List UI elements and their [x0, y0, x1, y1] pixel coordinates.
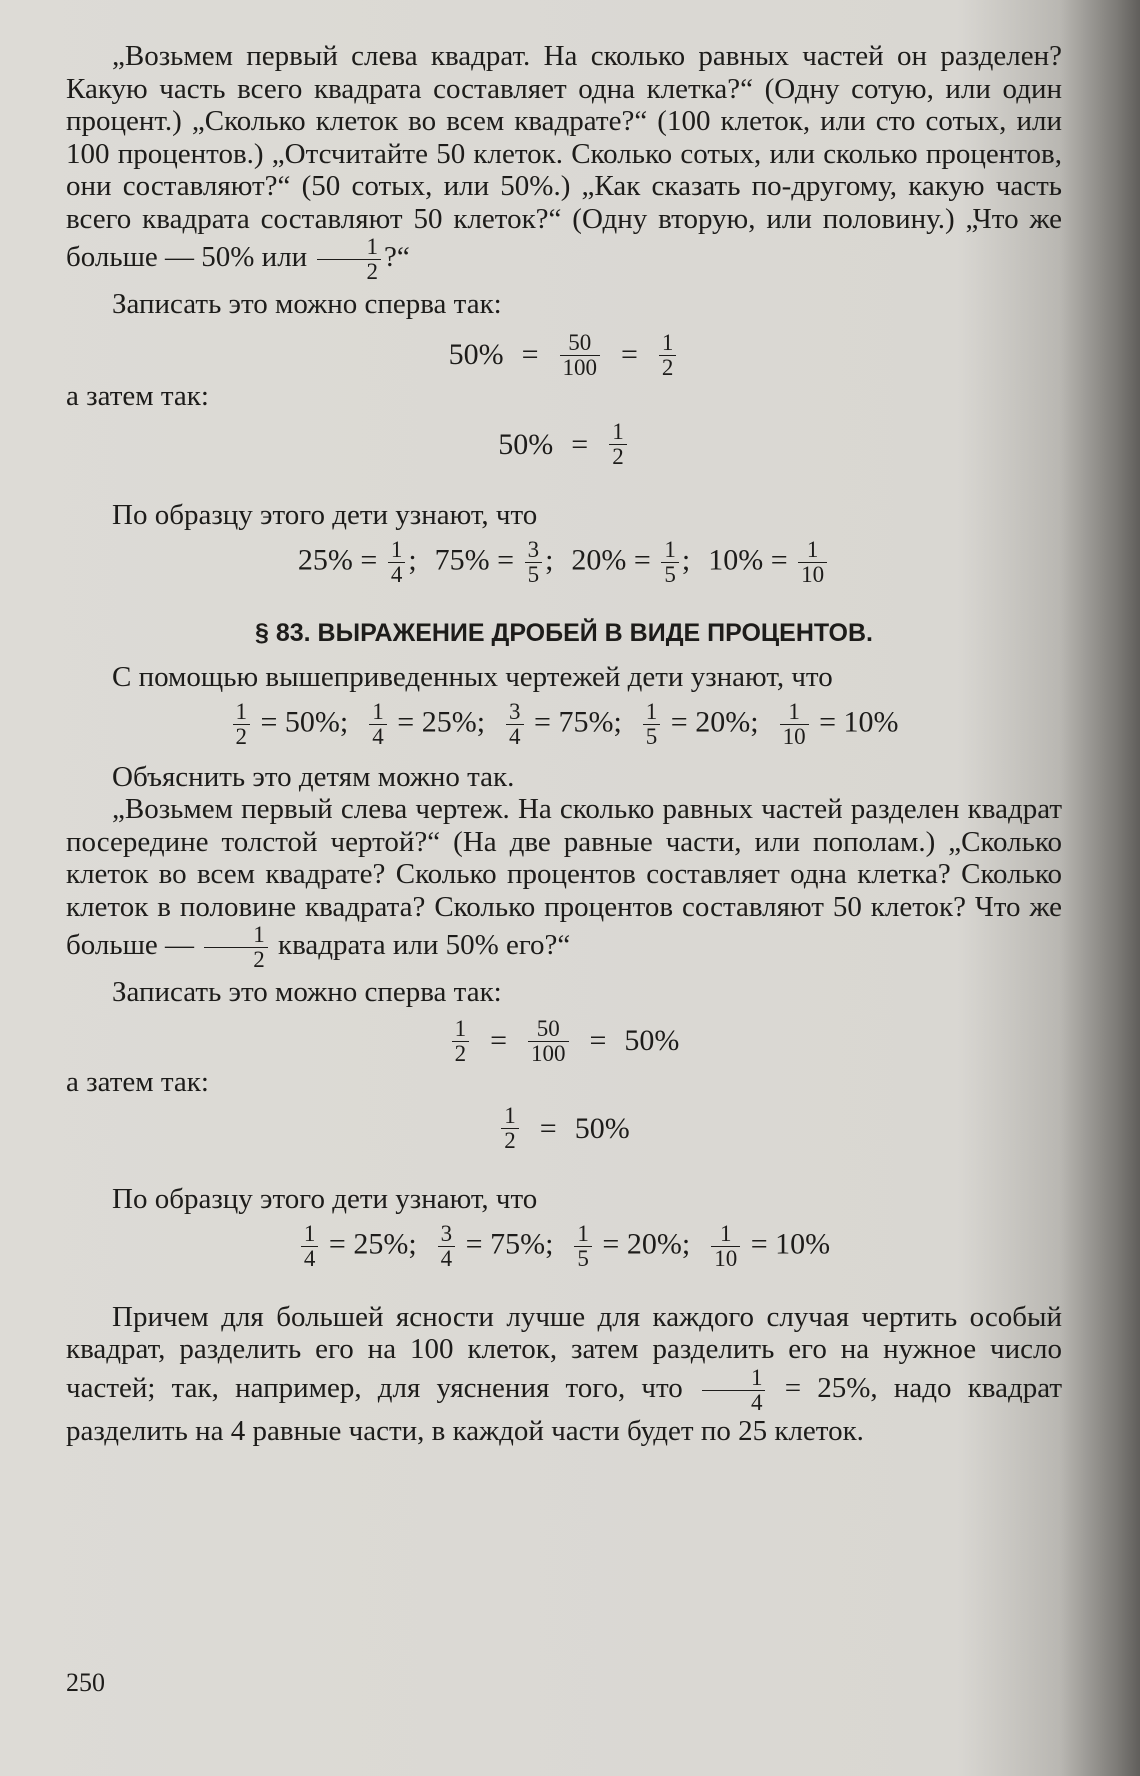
paragraph-3: а затем так: [66, 379, 209, 412]
equation-3: $\frac{1}{2}$ = $\frac{50}{100}$ = 50% [66, 1017, 1062, 1066]
paragraph-8: Записать это можно сперва так: [112, 976, 502, 1008]
equation-row-1: 25% = $\frac{1}{4}$ ; 75% = $\frac{3}{5}$ ; 20% = $\frac{1}{5}$ ; 10% = $\frac{1}{10}$ [66, 538, 1062, 587]
equation-row-2: $\frac{1}{2}$ = 50%; $\frac{1}{4}$ = 25%; $\frac{3}{4}$ = 75%; $\frac{1}{5}$ = 20%; $\frac{1}{10}$ = 10% [66, 700, 1062, 749]
equation-1: 50% = $\frac{50}{100}$ = $\frac{1}{2}$ [66, 331, 1062, 380]
paragraph-7: „Возьмем первый слева чертеж. На сколько равных частей разделен квадрат посередине толстой чертой?“ (На две равные части, или пополам.) „Сколько клеток во всем квадрате? Сколько процентов составляет одна клетка? Сколько клеток в половине квадрата? Сколько процентов составляют 50 клеток? Что же больше — $\frac{1}{2}$ квадрата или 50% его?“ [66, 793, 1062, 972]
equation-2: 50% = $\frac{1}{2}$ [66, 420, 1062, 469]
equation-4: $\frac{1}{2}$ = 50% [66, 1104, 1062, 1153]
page-number: 250 [66, 1668, 105, 1697]
paragraph-4: По образцу этого дети узнают, что [112, 499, 538, 531]
fraction-1-2: $\frac{1}{2}$ [204, 923, 268, 972]
text-column [66, 40, 1062, 1447]
section-heading: § 83. ВЫРАЖЕНИЕ ДРОБЕЙ В ВИДЕ ПРОЦЕНТОВ. [255, 618, 873, 647]
paragraph-11: Причем для большей ясности лучше для каждого случая чертить особый квадрат, разделить его на 100 клеток, затем разделить его на нужное число частей; так, например, для уяснения того, что $\frac{1}{4}$ = 25%, надо квадрат разделить на 4 равные части, в каждой части будет по 25 клеток. [66, 1300, 1063, 1447]
paragraph-1: „Возьмем первый слева квадрат. На сколько равных частей он разделен? Какую часть всего квадрата составляет одна клетка?“ (Одну сотую, или один процент.) „Сколько клеток во всем квадрате?“ (100 клеток, или сто сотых, или 100 процентов.) „Отсчитайте 50 клеток. Сколько сотых, или сколько процентов, они составляют?“ (50 сотых, или 50%.) „Как сказать по-другому, какую часть всего квадрата составляют 50 клеток?“ (Одну вторую, или половину.) „Что же больше — 50% или $\frac{1}{2}$ ?“ [66, 40, 1062, 284]
paragraph-10: По образцу этого дети узнают, что [112, 1183, 538, 1215]
fraction-1-4: $\frac{1}{4}$ [702, 1366, 766, 1415]
paragraph-6: Объяснить это детям можно так. [112, 760, 515, 793]
equation-row-3: $\frac{1}{4}$ = 25%; $\frac{3}{4}$ = 75%; $\frac{1}{5}$ = 20%; $\frac{1}{10}$ = 10% [66, 1222, 1062, 1271]
paragraph-9: а затем так: [66, 1065, 209, 1098]
paragraph-5: С помощью вышеприведенных чертежей дети узнают, что [112, 661, 833, 693]
fraction-1-2: $\frac{1}{2}$ [317, 235, 381, 284]
paragraph-2: Записать это можно сперва так: [112, 288, 502, 320]
